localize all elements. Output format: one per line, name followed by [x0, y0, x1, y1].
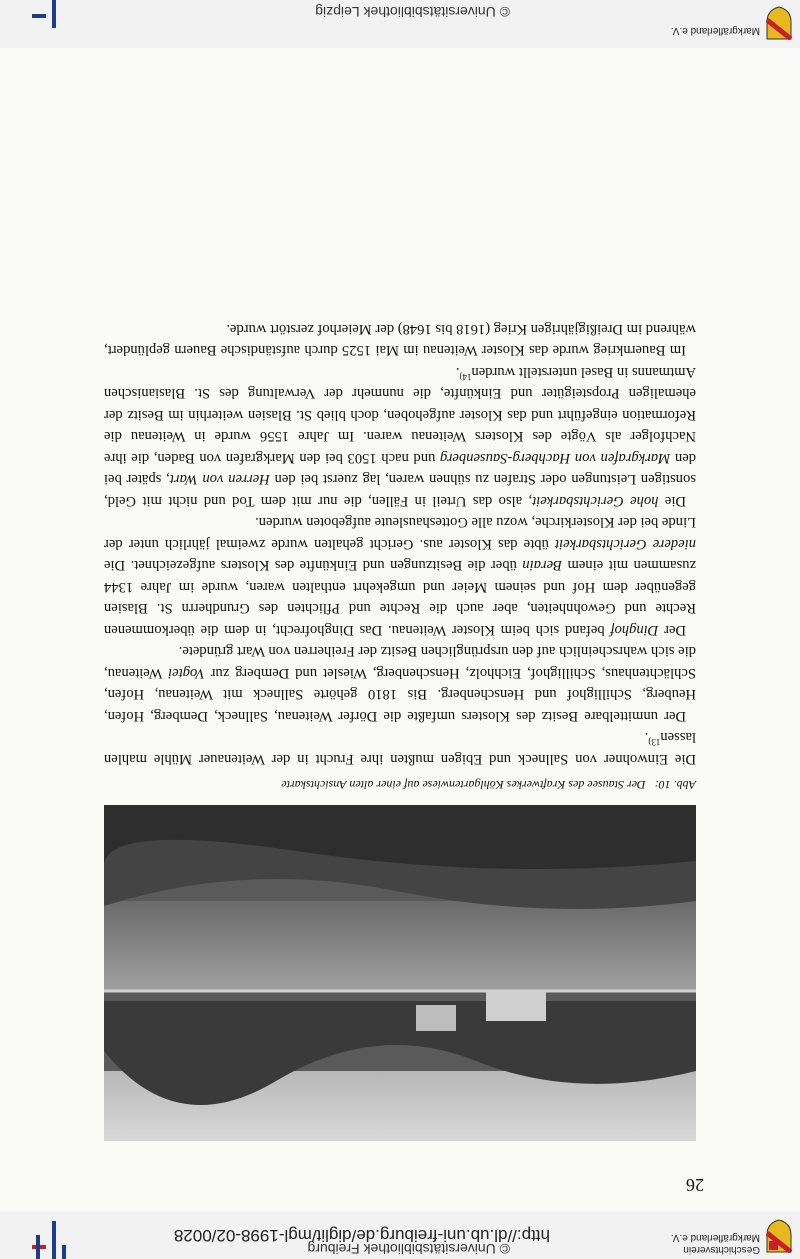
university-logo: [20, 1211, 70, 1259]
paragraph-2: [104, 640, 696, 726]
p3-text-a: Der: [664, 622, 686, 638]
p1-text: Die Einwohner von Sallneck und Ebigen mußten ihre Frucht in der Weitenauer Mühle mahlen lassen: [104, 729, 696, 767]
page-number: 26: [686, 1175, 704, 1195]
footnote-ref-13: 13): [648, 737, 661, 748]
library-credit: © Universitätsbibliothek Freiburg: [307, 1241, 510, 1257]
org-bottom: Markgräflerland e.V.: [670, 25, 760, 36]
org-line-1: Geschichtsverein: [683, 1244, 760, 1255]
p4-italic-wart: Herren von Wart,: [166, 471, 270, 488]
p3-text-d: übte das Kloster aus. Gericht gehalten wurde zweimal jährlich unter der Linde bei der Klosterkirche, wozu alle Gotteshausleute aufgeboten wurden.: [104, 514, 696, 552]
bottom-header: [0, 0, 800, 48]
p4-text-d: und nach 1503 bei den Markgrafen von Baden, die ihre Nachfolger als Vögte des Klosters Weitenau waren. Im Jahre 1556 wurde in Weitenau die Reformation eingeführt und das Kloster aufgehoben, doch blieb St. Blasien weiterhin im Besitz der ehemaligen Propsteigüter und Einkünfte, die nunmehr der Verwaltung des St. Blasianischen Amtmanns in Basel unterstellt wurden: [103, 364, 696, 466]
p2-text: Der unmittelbare Besitz des Klosters umfaßte die Dörfer Weitenau, Sallneck, Demberg, Hofen, Heuberg, Schillighof und Henschenberg. Bis 1810 gehörte Sallneck mit Weitenau, Hofen, Schlächtenhaus, Schillighof, Eichholz, Henschenberg, Wieslet und Demberg zur: [104, 665, 696, 724]
university-logo-bottom: [20, 0, 70, 48]
paragraph-4: Die hohe Gerichtsbarkeit, also das Urteil in Fällen, die nur mit dem Tod und nicht mit Geld, sonstigen Leistungen oder Strafen zu sühnen waren, lag zuerst bei den Herren von Wart, später bei den Markgrafen von Hachberg-Sausenberg und nach 1503 bei den Markgrafen von Baden, die ihre Nachfolger als Vögte des Klosters Weitenau waren. Im Jahre 1556 wurde in Weitenau die Reformation eingeführt und das Kloster aufgehoben, doch blieb St. Blasien weiterhin im Besitz der ehemaligen Propsteigüter und Einkünfte, die nunmehr der Verwaltung des St. Blasianischen Amtmanns in Basel unterstellt wurden$^{14)}$.: [103, 364, 696, 509]
reservoir-landscape-image: [104, 805, 696, 1141]
p4-text-a: Die: [664, 493, 686, 509]
p3-italic-berain: Berain: [522, 557, 563, 574]
p2-italic-vogtei: Vogtei: [168, 665, 205, 681]
p3-text-b: befand sich beim Kloster Weitenau. Das Dinghofrecht, in dem die überkommenen Rechte und Gewohnheiten, aber auch die Rechte und Pflichten des Grundherrn St. Blasien gegenüber dem Hof und seinem Meier und umgekehrt enthalten waren, wurde im Jahre 1344 zusammen mit einem: [104, 557, 696, 638]
body-text: [104, 318, 696, 770]
p4-text-b: also das Urteil in Fällen, die nur mit dem Tod und nicht mit Geld, sonstigen Leistungen oder Strafen zu sühnen waren, lag zuerst bei den: [104, 471, 696, 509]
p3-italic-gerichtsbarkeit: niedere Gerichtsbarkeit: [555, 536, 696, 552]
caption-label: Abb. 10:: [654, 778, 696, 792]
paragraph-5: [104, 318, 696, 361]
postcard-photo: [104, 805, 696, 1141]
figure-caption: [104, 777, 696, 792]
paragraph-3: [104, 511, 696, 640]
p5-text: Im Bauernkrieg wurde das Kloster Weitenau im Mai 1525 durch aufständische Bauern geplündert, während im Dreißigjährigen Krieg (1618 bis 1648) der Meierhof zerstört wurde.: [104, 321, 696, 359]
coat-of-arms-logo-bottom: [766, 6, 792, 40]
document-url-link[interactable]: http://dl.ub.uni-freiburg.de/diglit/mgl-1998-02/0028: [173, 1226, 550, 1245]
footnote-ref-14: 14): [459, 371, 472, 382]
paragraph-1: Die Einwohner von Sallneck und Ebigen mußten ihre Frucht in der Weitenauer Mühle mahlen lassen$^{13)}$.: [104, 729, 696, 767]
org-line-2: Markgräflerland e.V.: [670, 1232, 760, 1243]
p3-italic-dinghof: Dinghof: [610, 622, 659, 638]
coat-of-arms-logo: [766, 1219, 792, 1253]
p4-italic-markgrafen: Markgrafen von Hachberg-Sausenberg: [440, 450, 671, 466]
caption-text: Der Stausee des Kraftwerkes Köhlgartenwiese auf einer alten Ansichtskarte: [281, 778, 646, 792]
top-header: [0, 1211, 800, 1259]
p3-text-c: über die Besitzungen und Einkünfte des Klosters aufgezeichnet. Die: [104, 557, 517, 574]
library-credit-bottom: © Universitätsbibliothek Leipzig: [315, 4, 510, 20]
p4-italic-hohe: hohe Gerichtsbarkeit,: [528, 493, 659, 509]
p2-text-b: Weitenau, die sich wahrscheinlich auf den ursprünglichen Besitz der Freiherren von Wart gründete.: [104, 643, 696, 681]
p4-text-c: später bei den: [103, 450, 696, 488]
